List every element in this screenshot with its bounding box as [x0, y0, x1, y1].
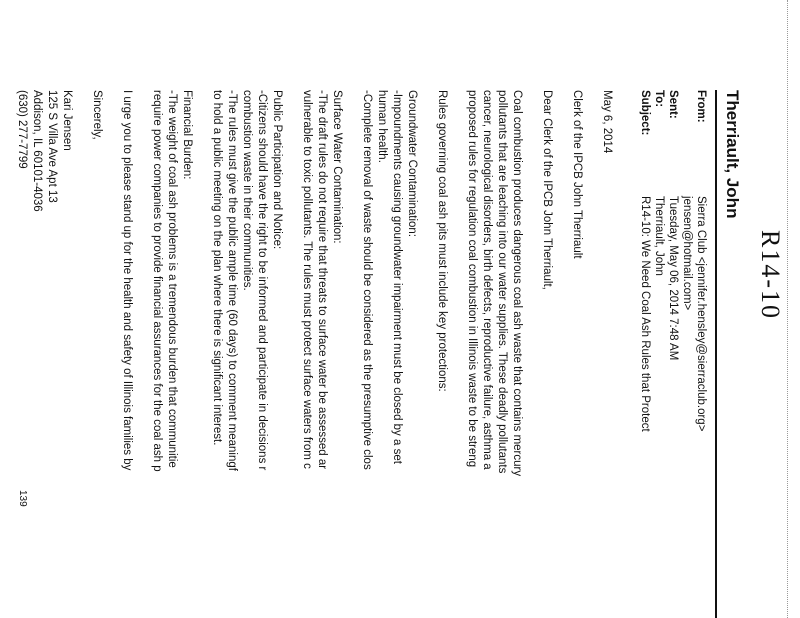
intro-line: Coal combustion produces dangerous coal ash waste that contains mercury [511, 90, 523, 477]
sent-label: Sent: [667, 90, 679, 119]
header-rule [715, 90, 717, 618]
section-heading: Financial Burden: [181, 90, 193, 180]
salutation: Dear Clerk of the IPCB John Therriault, [541, 90, 553, 290]
section-line: -The rules must give the public ample time (60 days) to comment meaningf [226, 90, 238, 471]
sent-value: Tuesday, May 06, 2014 7:48 AM [667, 196, 679, 361]
section-heading: Groundwater Contamination: [406, 90, 418, 238]
from-value: Sierra Club <jennifer.hensley@sierraclub.org> [695, 196, 707, 432]
section-line: -Citizens should have the right to be informed and participate in decisions r [256, 90, 268, 471]
section-line: to hold a public meeting on the plan where there is significant interest. [211, 90, 223, 446]
section-line: -Complete removal of waste should be considered as the presumptive clos [361, 90, 373, 470]
section-heading: Surface Water Contamination: [331, 90, 343, 244]
section-line: -Impoundments causing groundwater impairment must be closed by a set [391, 90, 403, 464]
to-value: Therriault, John [653, 196, 665, 276]
subject-value: R14-10: We Need Coal Ash Rules that Protect [639, 196, 651, 432]
section-line: -The weight of coal ash problems is a tremendous burden that communitie [166, 90, 178, 468]
recipient-line: Clerk of the IPCB John Therriault [571, 90, 583, 259]
section-line: vulnerable to toxic pollutants. The rules must protect surface waters from c [301, 90, 313, 469]
sender-name: Therriault, John [723, 90, 742, 219]
signature-street: 125 S Villa Ave Apt 13 [46, 90, 58, 203]
closing-plea: I urge you to please stand up for the health and safety of Illinois families by [121, 90, 133, 471]
from-label: From: [695, 90, 707, 123]
section-line: combustion waste in their communities. [241, 90, 253, 291]
section-heading: Public Participation and Notice: [271, 90, 283, 250]
subject-label: Subject: [639, 90, 651, 136]
section-line: -The draft rules do not require that threats to surface water be assessed ar [316, 90, 328, 470]
intro-line: pollutants that are leaching into our water supplies. These deadly pollutants [496, 90, 508, 474]
signature-phone: (630) 277-7799 [16, 90, 28, 169]
docket-number: R14-10 [756, 230, 785, 320]
signature-name: Kari Jensen [61, 90, 73, 151]
rules-intro: Rules governing coal ash pits must include key protections: [436, 90, 448, 392]
section-line: human health. [376, 90, 388, 163]
page-number: 139 [17, 490, 28, 507]
signature-city: Addison, IL 60101-4036 [31, 90, 43, 212]
section-line: require power companies to provide financial assurances for the coal ash p [151, 90, 163, 472]
to-label: To: [653, 90, 665, 108]
letter-date: May 6, 2014 [601, 90, 613, 154]
signoff: Sincerely, [91, 90, 103, 140]
scan-edge [787, 0, 788, 618]
from-value-cont: jensen@hotmail.com> [681, 196, 693, 311]
intro-line: cancer, neurological disorders, birth defects, reproductive failure, asthma a [481, 90, 493, 470]
intro-line: proposed rules for regulation coal combustion in Illinois waste to be streng [466, 90, 478, 468]
